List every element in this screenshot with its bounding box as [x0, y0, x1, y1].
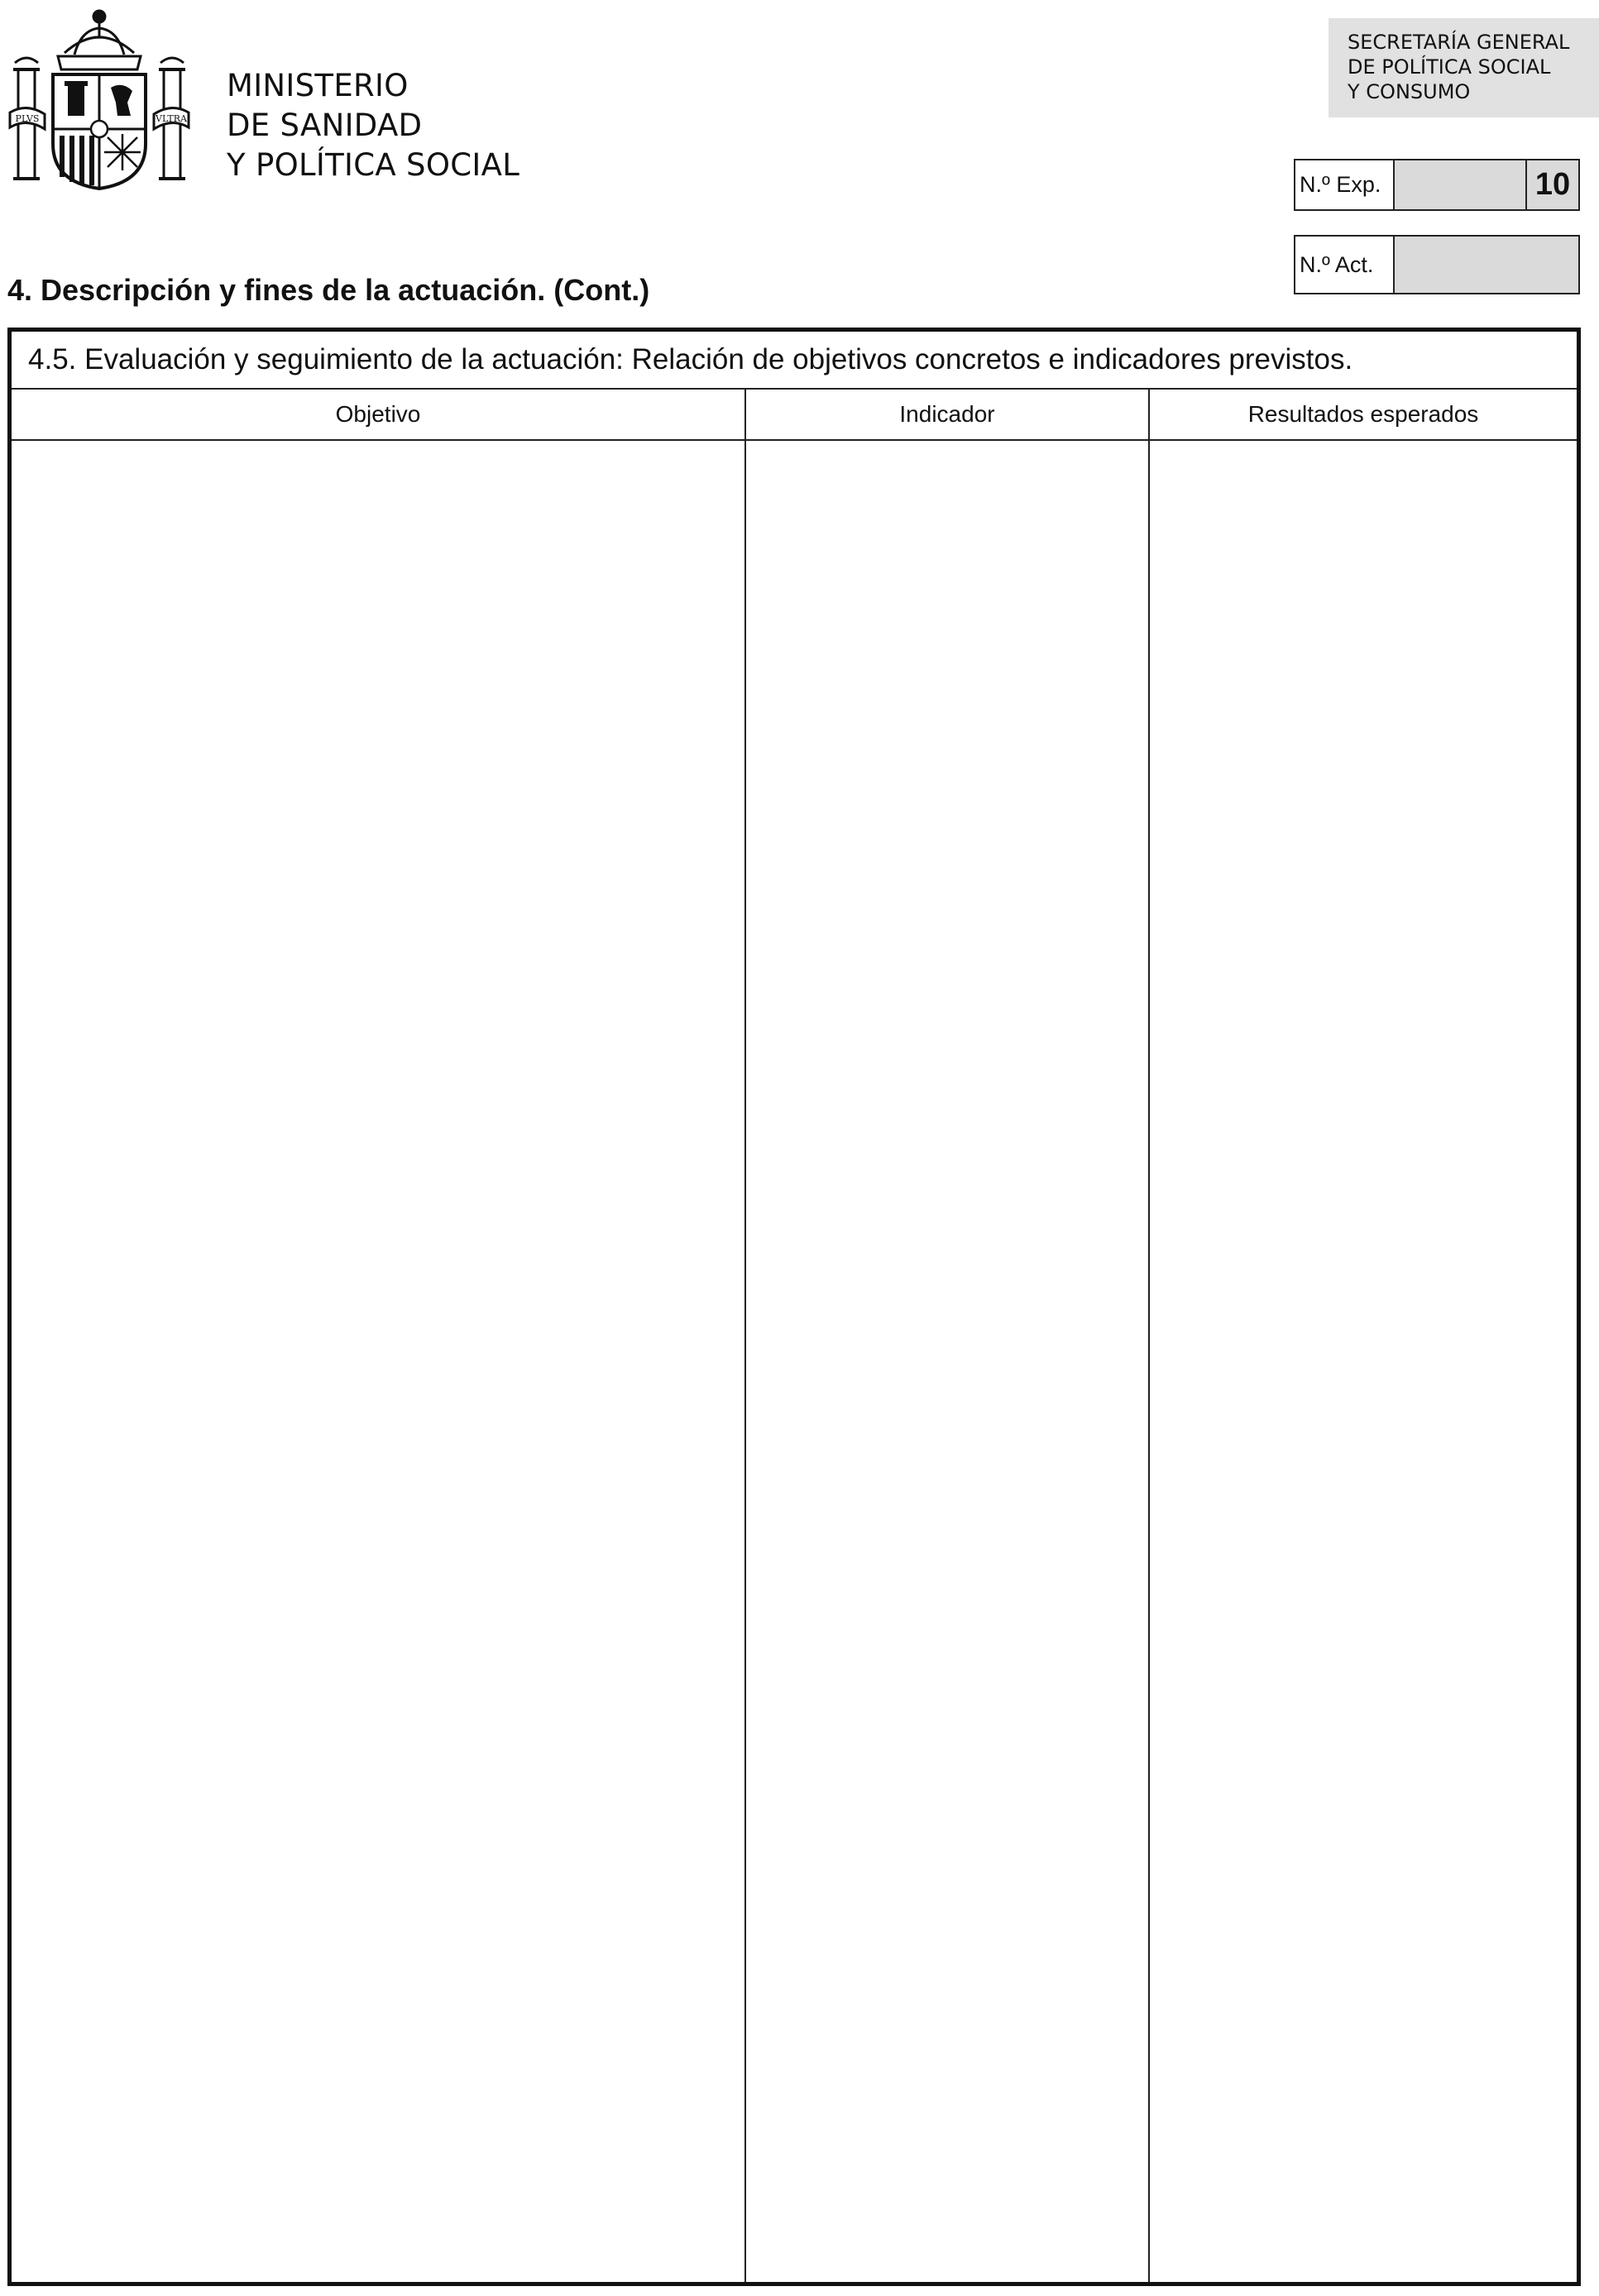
expediente-box [1294, 159, 1580, 211]
subsection-title: 4.5. Evaluación y seguimiento de la actuación: Relación de objetivos concretos e indicadores previstos. [12, 332, 1577, 390]
actuacion-label: N.º Act. [1295, 237, 1395, 293]
secretaria-box [1329, 18, 1599, 117]
expediente-field[interactable] [1395, 160, 1525, 209]
objectives-table [7, 328, 1581, 2286]
ministry-line: DE SANIDAD [227, 108, 423, 143]
page-number: 10 [1525, 160, 1578, 209]
actuacion-field[interactable] [1395, 237, 1578, 293]
actuacion-box [1294, 235, 1580, 294]
crest-motto-left: PLVS [15, 113, 40, 124]
secretaria-line: Y CONSUMO [1348, 80, 1471, 103]
table-header-row [12, 390, 1577, 441]
ministry-line: Y POLÍTICA SOCIAL [227, 147, 520, 183]
resultados-field[interactable] [1150, 441, 1577, 2282]
section-title: 4. Descripción y fines de la actuación. (Cont.) [7, 273, 650, 307]
expediente-label: N.º Exp. [1295, 160, 1395, 209]
ministry-line: MINISTERIO [227, 68, 409, 103]
coat-of-arms-icon [7, 5, 192, 197]
crest-motto-right: VLTRA [156, 113, 187, 124]
indicador-field[interactable] [746, 441, 1150, 2282]
objetivo-field[interactable] [12, 441, 746, 2282]
ministry-name [227, 66, 519, 185]
secretaria-line: SECRETARÍA GENERAL [1348, 31, 1570, 54]
column-header-objetivo: Objetivo [12, 390, 746, 439]
secretaria-line: DE POLÍTICA SOCIAL [1348, 55, 1551, 79]
column-header-indicador: Indicador [746, 390, 1150, 439]
column-header-resultados: Resultados esperados [1247, 401, 1479, 427]
table-row [12, 441, 1577, 2282]
